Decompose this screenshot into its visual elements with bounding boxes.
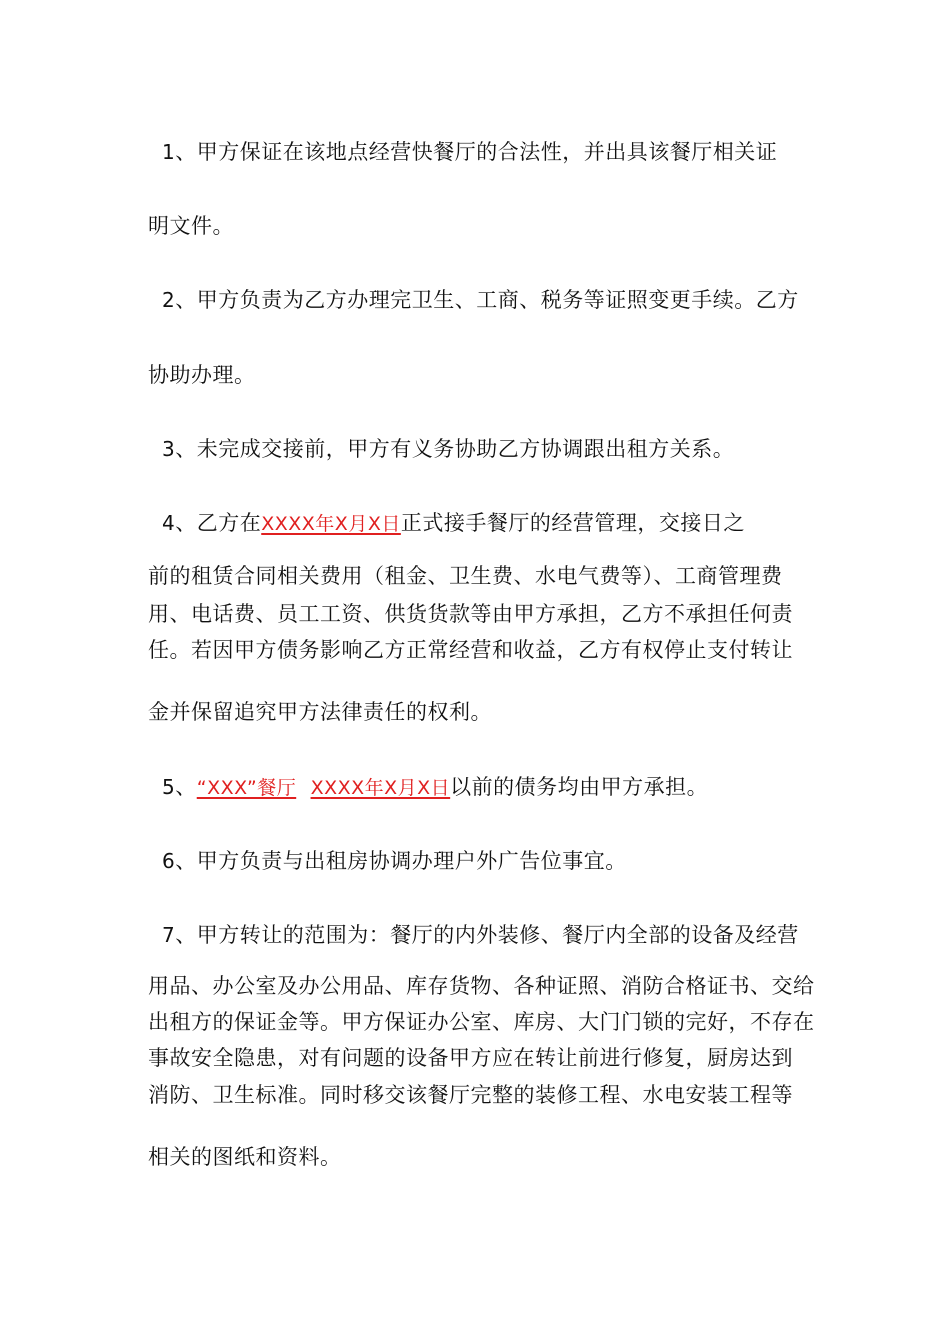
handover-date-placeholder: XXXX年X月X日	[261, 513, 401, 535]
clause-number: 3	[162, 437, 176, 461]
clause-4-line-4: 任。若因甲方债务影响乙方正常经营和收益，乙方有权停止支付转让	[148, 638, 793, 662]
clause-1-line-2: 明文件。	[148, 214, 234, 238]
clause-text: 、甲方负责与出租房协调办理户外广告位事宜。	[175, 849, 627, 873]
clause-text: 、甲方转让的范围为：餐厅的内外装修、餐厅内全部的设备及经营	[175, 923, 799, 947]
clause-7-line-5: 消防、卫生标准。同时移交该餐厅完整的装修工程、水电安装工程等	[148, 1083, 793, 1107]
clause-4-line-1	[162, 509, 822, 538]
clause-text: 、未完成交接前，甲方有义务协助乙方协调跟出租方关系。	[175, 437, 735, 461]
clause-4-line-2: 前的租赁合同相关费用（租金、卫生费、水电气费等）、工商管理费	[148, 564, 783, 588]
clause-7-line-3: 出租方的保证金等。甲方保证办公室、库房、大门门锁的完好，不存在	[148, 1010, 815, 1034]
clause-text: 、	[175, 775, 197, 799]
clause-text: 以前的债务均由甲方承担。	[450, 775, 709, 799]
clause-3-line-1	[162, 435, 822, 463]
clause-7-line-1	[162, 921, 822, 949]
clause-text: 、甲方负责为乙方办理完卫生、工商、税务等证照变更手续。乙方	[175, 288, 799, 312]
clause-4-line-5: 金并保留追究甲方法律责任的权利。	[148, 700, 492, 724]
debt-date-placeholder: XXXX年X月X日	[310, 777, 451, 799]
clause-6-line-1	[162, 847, 822, 875]
clause-number: 4	[162, 511, 176, 535]
clause-5-line-1	[162, 773, 822, 802]
clause-number: 2	[162, 288, 176, 312]
clause-text: 、乙方在	[175, 511, 262, 535]
clause-number: 7	[162, 923, 176, 947]
clause-4-line-3: 用、电话费、员工工资、供货货款等由甲方承担，乙方不承担任何责	[148, 602, 793, 626]
clause-number: 1	[162, 140, 176, 164]
clause-number: 6	[162, 849, 176, 873]
clause-7-line-6: 相关的图纸和资料。	[148, 1145, 342, 1169]
restaurant-name-placeholder: “XXX”餐厅	[196, 777, 297, 799]
clause-number: 5	[162, 775, 176, 799]
clause-1-line-1	[162, 138, 822, 166]
clause-2-line-2: 协助办理。	[148, 363, 256, 387]
clause-text: 、甲方保证在该地点经营快餐厅的合法性，并出具该餐厅相关证	[175, 140, 778, 164]
clause-7-line-2: 用品、办公室及办公用品、库存货物、各种证照、消防合格证书、交给	[148, 974, 815, 998]
clause-2-line-1	[162, 286, 822, 314]
clause-7-line-4: 事故安全隐患，对有问题的设备甲方应在转让前进行修复，厨房达到	[148, 1046, 793, 1070]
clause-text: 正式接手餐厅的经营管理，交接日之	[400, 511, 745, 535]
